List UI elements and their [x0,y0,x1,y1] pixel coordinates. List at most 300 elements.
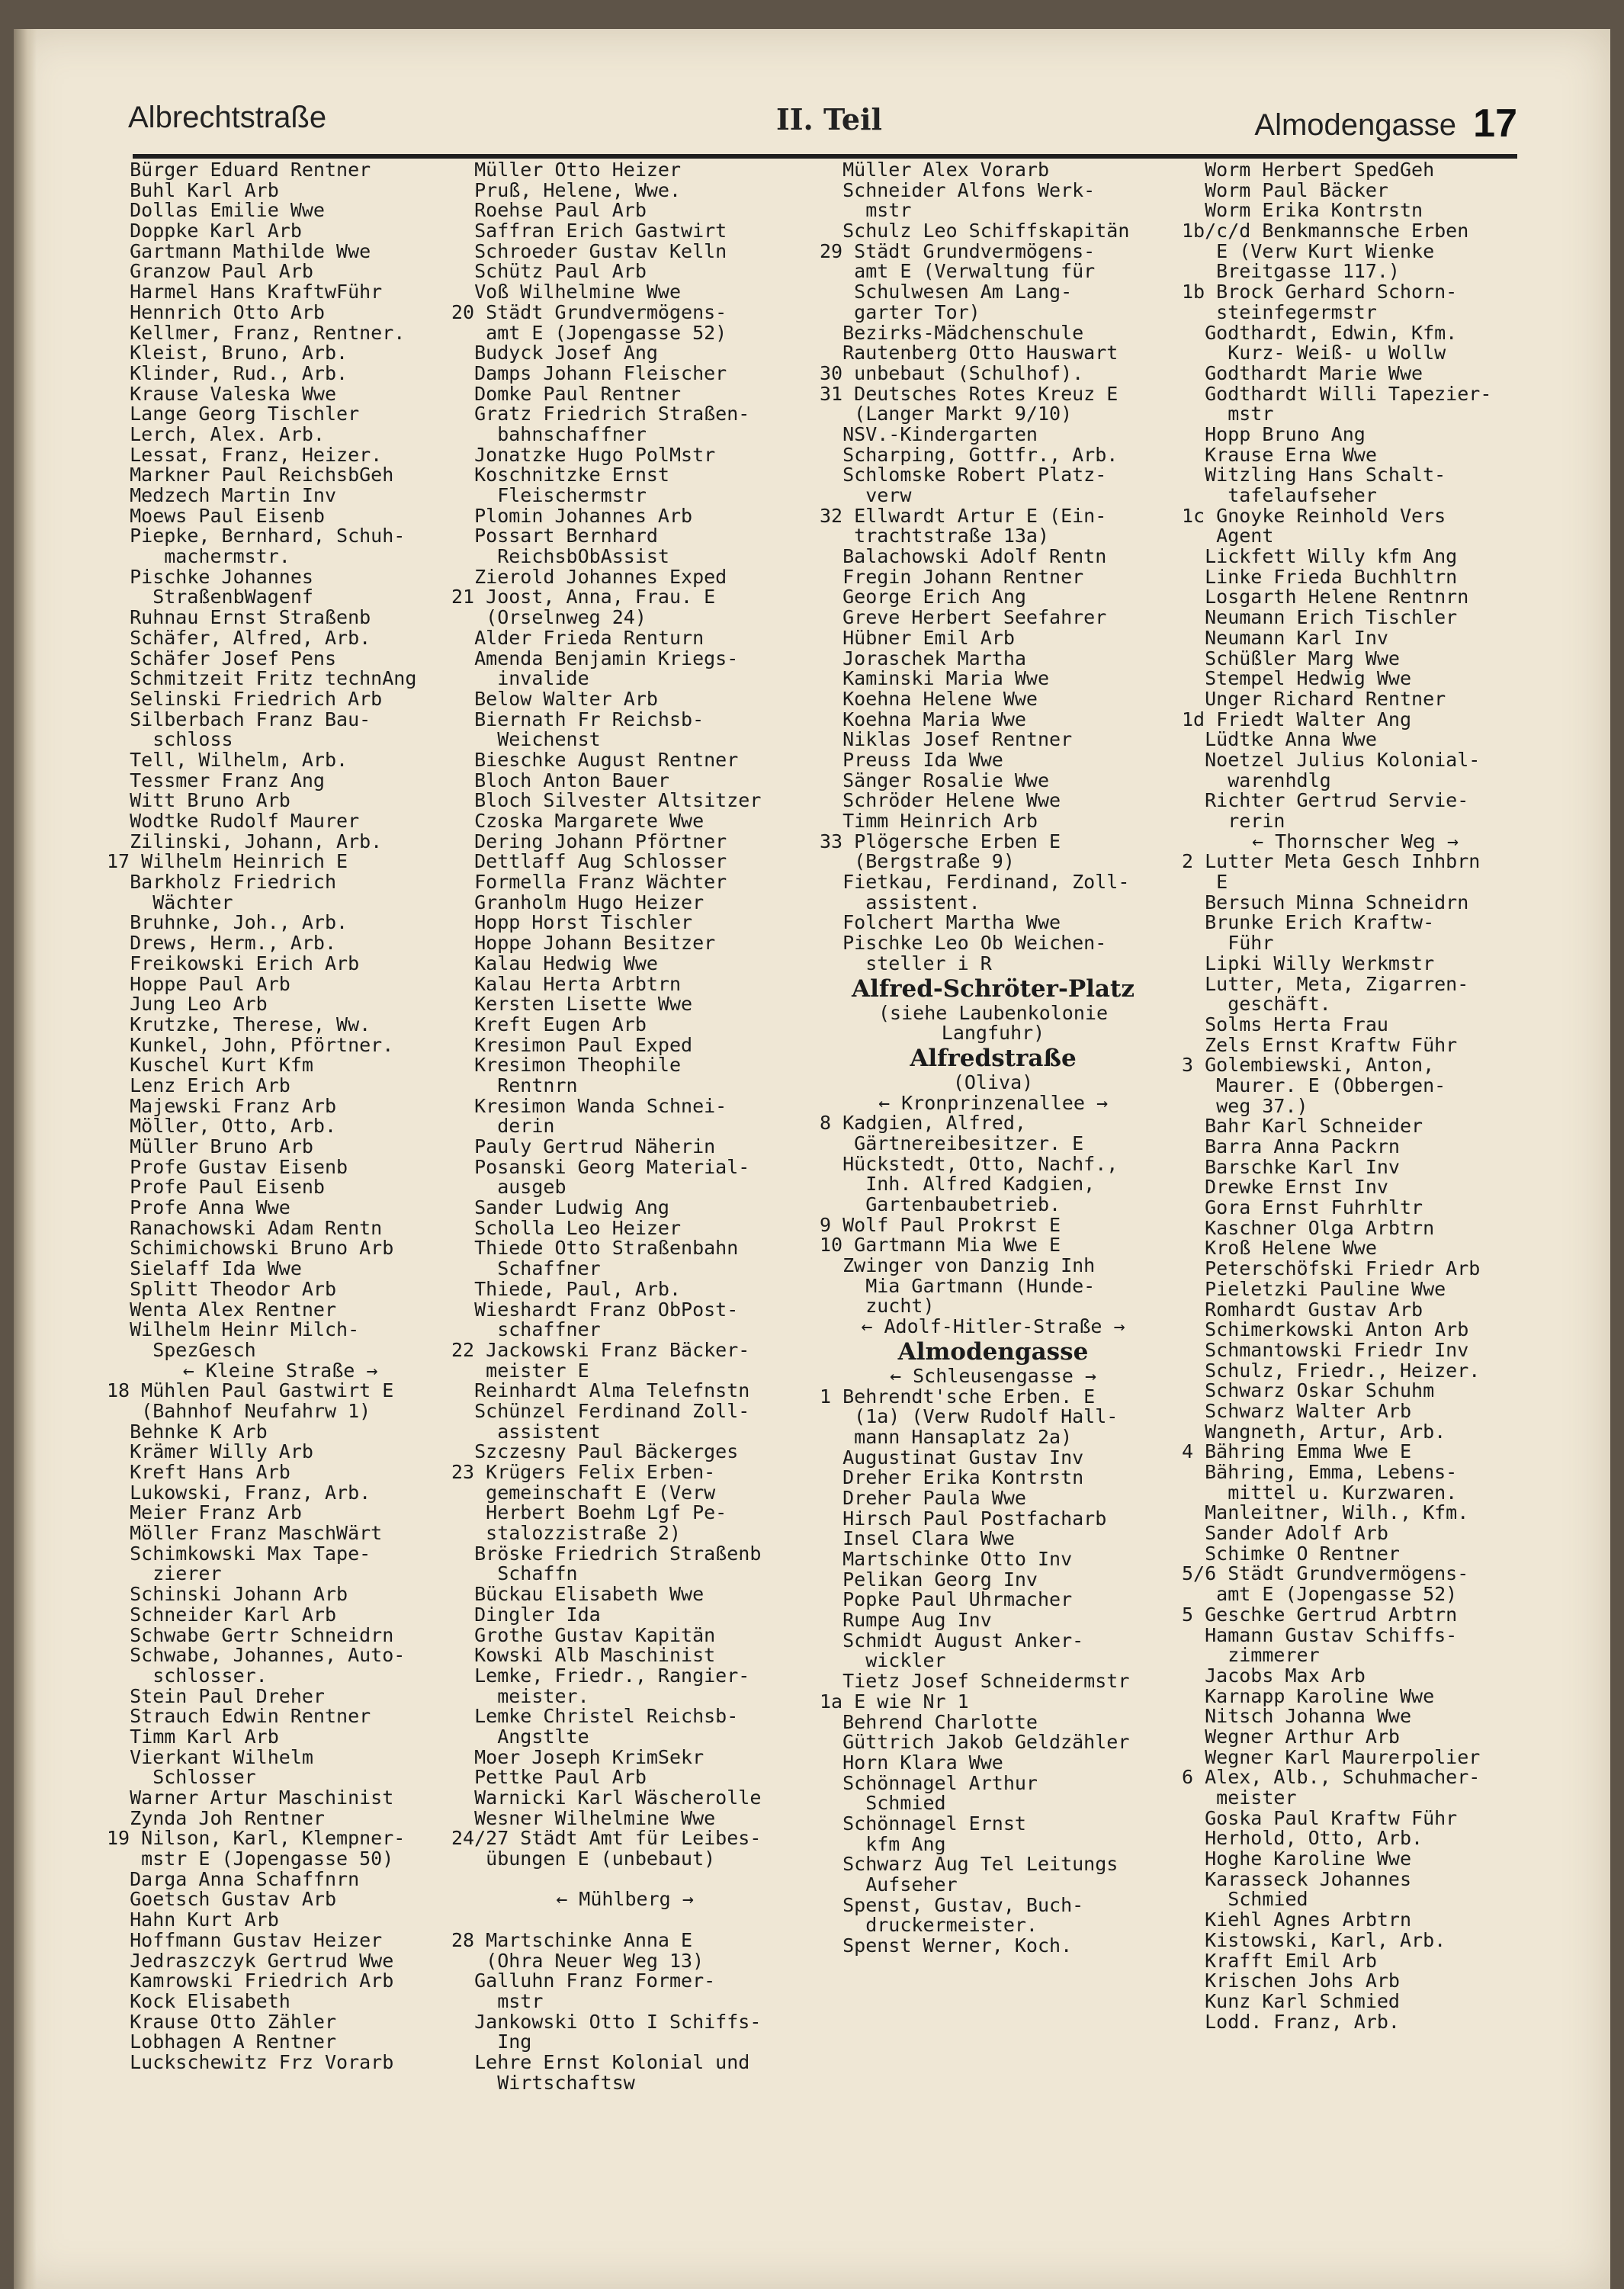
cross-street-line: ← Mühlberg → [556,1889,694,1911]
directory-entry: mittel u. Kurzwaren. [1182,1482,1458,1504]
directory-entry: 30 unbebaut (Schulhof). [820,363,1084,384]
directory-entry: Sänger Rosalie Wwe [820,770,1050,791]
directory-entry: Brunke Erich Kraftw- [1182,913,1435,934]
directory-entry: Kaminski Maria Wwe [820,669,1050,689]
directory-entry: Wirtschaftsw [451,2072,635,2094]
directory-entry: Wodtke Rudolf Maurer [107,811,360,832]
directory-entry: Reinhardt Alma Telefnstn [451,1381,750,1401]
directory-entry: Damps Johann Fleischer [451,363,727,384]
directory-entry: Krause Valeska Wwe [107,384,337,405]
directory-entry: Domke Paul Rentner [451,384,682,405]
directory-entry: Krause Erna Wwe [1182,445,1377,466]
directory-entry: Barra Anna Packrn [1182,1137,1400,1157]
directory-entry: kfm Ang [820,1834,946,1855]
directory-entry: assistent. [820,892,980,913]
directory-entry: Wilhelm Heinr Milch- [107,1320,360,1340]
street-heading: Alfred-Schröter-Platz [852,974,1135,1003]
directory-entry: Lüdtke Anna Wwe [1182,730,1377,750]
directory-entry: Darga Anna Schaffnrn [107,1869,360,1890]
directory-entry: Selinski Friedrich Arb [107,689,383,710]
directory-entry: Müller Otto Heizer [451,160,682,181]
directory-entry: Lodd. Franz, Arb. [1182,2011,1400,2033]
directory-entry: Losgarth Helene Rentnrn [1182,587,1469,608]
directory-entry: tafelaufseher [1182,486,1377,506]
directory-entry: Horn Klara Wwe [820,1752,1003,1774]
directory-entry: Kowski Alb Maschinist [451,1645,716,1666]
cross-street-line: ← Adolf-Hitler-Straße → [861,1317,1125,1337]
directory-entry: mstr [451,1991,544,2012]
directory-entry: Gärtnereibesitzer. E [820,1133,1084,1154]
directory-entry: Kaschner Olga Arbtrn [1182,1218,1435,1239]
directory-entry: 2 Lutter Meta Gesch Inhbrn [1182,852,1481,873]
directory-entry: Kunz Karl Schmied [1182,1991,1400,2012]
directory-entry: Budyck Josef Ang [451,343,658,364]
directory-entry: Neumann Karl Inv [1182,628,1388,649]
directory-entry: 32 Ellwardt Artur E (Ein- [820,506,1107,527]
directory-entry: weg 37.) [1182,1096,1308,1117]
directory-entry: 17 Wilhelm Heinrich E [107,852,348,873]
directory-entry: Schüßler Marg Wwe [1182,648,1400,669]
directory-entry: 9 Wolf Paul Prokrst E [820,1215,1061,1236]
directory-entry: Kellmer, Franz, Rentner. [107,323,406,344]
directory-entry: Freikowski Erich Arb [107,953,360,974]
directory-entry: Herbert Boehm Lgf Pe- [451,1503,727,1524]
directory-entry: Neumann Erich Tischler [1182,608,1458,628]
directory-entry: (Bergstraße 9) [820,852,1015,873]
directory-entry: Worm Erika Kontrstn [1182,201,1423,222]
directory-entry: Schulwesen Am Lang- [820,282,1073,303]
directory-entry: mann Hansaplatz 2a) [820,1427,1073,1448]
directory-entry: Kuschel Kurt Kfm [107,1055,313,1076]
directory-entry: Lutter, Meta, Zigarren- [1182,974,1469,995]
column-4 [1182,160,1529,2219]
directory-entry: Schroeder Gustav Kelln [451,241,727,262]
page-number: 17 [1473,101,1517,146]
directory-entry: Lobhagen A Rentner [107,2032,337,2053]
directory-entry: Hirsch Paul Postfacharb [820,1508,1107,1530]
directory-entry: Schimichowski Bruno Arb [107,1238,394,1260]
directory-entry: StraßenbWagenf [107,587,313,608]
directory-entry: rerin [1182,811,1285,832]
directory-entry: 1b Brock Gerhard Schorn- [1182,282,1458,303]
directory-entry: Fietkau, Ferdinand, Zoll- [820,872,1130,893]
directory-entry: Scholla Leo Heizer [451,1218,682,1239]
directory-entry: invalide [451,669,589,689]
directory-entry: (1a) (Verw Rudolf Hall- [820,1407,1119,1427]
directory-entry: Gartmann Mathilde Wwe [107,241,371,262]
directory-entry: Schneider Karl Arb [107,1604,337,1626]
directory-entry: garter Tor) [820,302,980,323]
directory-entry: Wieshardt Franz ObPost- [451,1299,739,1321]
directory-entry: Hoghe Karoline Wwe [1182,1849,1412,1870]
directory-entry: Unger Richard Rentner [1182,689,1446,710]
directory-entry: Dingler Ida [451,1604,601,1626]
directory-entry: Worm Paul Bäcker [1182,180,1388,201]
directory-entry: Augustinat Gustav Inv [820,1447,1084,1469]
directory-entry: Dreher Paula Wwe [820,1488,1026,1509]
directory-entry: Rumpe Aug Inv [820,1610,992,1631]
header-part-title: II. Teil [776,102,882,136]
directory-entry: Niklas Josef Rentner [820,730,1073,750]
directory-entry: Schwabe, Johannes, Auto- [107,1645,406,1666]
directory-entry: Koehna Maria Wwe [820,709,1026,730]
directory-entry: Joraschek Martha [820,648,1026,669]
directory-entry: Lukowski, Franz, Arb. [107,1482,371,1504]
directory-entry: Kresimon Theophile [451,1055,682,1076]
directory-entry: Stempel Hedwig Wwe [1182,669,1412,689]
directory-entry: Schönnagel Arthur [820,1773,1038,1794]
directory-entry: Warnicki Karl Wäscherolle [451,1788,762,1809]
directory-entry: Krischen Johs Arb [1182,1971,1400,1992]
directory-entry: Lemke, Friedr., Rangier- [451,1665,750,1687]
directory-entry: Kalau Hedwig Wwe [451,953,658,974]
directory-entry: Folchert Martha Wwe [820,913,1061,934]
directory-entry: Kistowski, Karl, Arb. [1182,1930,1446,1951]
directory-entry: Kock Elisabeth [107,1991,290,2012]
directory-entry: machermstr. [107,547,290,567]
directory-entry: Schmidt August Anker- [820,1630,1084,1652]
column-3 [820,160,1167,2219]
directory-entry: Bloch Silvester Altsitzer [451,791,762,811]
directory-entry: 19 Nilson, Karl, Klempner- [107,1828,406,1850]
directory-entry: Gora Ernst Fuhrhltr [1182,1198,1423,1218]
directory-entry: 5/6 Städt Grundvermögens- [1182,1564,1469,1585]
directory-entry: zucht) [820,1296,935,1318]
directory-entry: Grothe Gustav Kapitän [451,1625,716,1646]
header-right-street: Almodengasse [1254,108,1456,142]
directory-entry: Lickfett Willy kfm Ang [1182,547,1458,567]
directory-entry: 31 Deutsches Rotes Kreuz E [820,384,1119,405]
directory-entry: Warner Artur Maschinist [107,1788,394,1809]
directory-entry: Krämer Willy Arb [107,1442,313,1462]
directory-entry: Witzling Hans Schalt- [1182,465,1446,486]
cross-street-line: ← Kronprinzenallee → [878,1093,1109,1114]
directory-entry [451,1870,798,1890]
directory-entry: Alder Frieda Renturn [451,628,704,649]
directory-entry: Rentnrn [451,1075,578,1096]
directory-entry: Hahn Kurt Arb [107,1910,279,1931]
directory-entry: Zierold Johannes Exped [451,567,727,588]
directory-entry: Schinski Johann Arb [107,1584,348,1605]
directory-entry: schloss [107,730,233,750]
directory-entry: Drews, Herm., Arb. [107,933,337,954]
directory-entry: Krause Otto Zähler [107,2011,337,2033]
directory-entry: Granzow Paul Arb [107,262,313,283]
directory-entry: meister. [451,1686,589,1707]
directory-entry: Kresimon Wanda Schnei- [451,1096,727,1117]
directory-entry: meister [1182,1788,1297,1809]
directory-entry: Inh. Alfred Kadgien, [820,1174,1096,1195]
directory-entry: Kamrowski Friedrich Arb [107,1971,394,1992]
directory-entry: Wesner Wilhelmine Wwe [451,1808,716,1829]
directory-entry: Herhold, Otto, Arb. [1182,1828,1423,1850]
directory-entry: Sander Adolf Arb [1182,1523,1388,1544]
directory-entry: Amenda Benjamin Kriegs- [451,648,739,669]
directory-entry: Schaffner [451,1259,601,1279]
directory-entry: 10 Gartmann Mia Wwe E [820,1235,1061,1257]
directory-entry: Hoppe Johann Besitzer [451,933,716,954]
column-1 [107,160,454,2219]
directory-entry: Kalau Herta Arbtrn [451,974,682,995]
directory-entry: Czoska Margarete Wwe [451,811,704,832]
cross-street-line: ← Schleusengasse → [890,1366,1096,1387]
cross-street-line: ← Thornscher Weg → [1252,831,1459,852]
directory-entry: Wenta Alex Rentner [107,1299,337,1321]
directory-entry: Vierkant Wilhelm [107,1747,313,1768]
directory-entry: Tessmer Franz Ang [107,770,325,791]
directory-entry: Dering Johann Pförtner [451,831,727,852]
directory-entry: Bürger Eduard Rentner [107,160,371,181]
directory-entry: Schmantowski Friedr Inv [1182,1340,1469,1361]
directory-entry: E (Verw Kurt Wienke [1182,241,1435,262]
directory-entry: mstr E (Jopengasse 50) [107,1849,394,1870]
directory-entry: Profe Gustav Eisenb [107,1157,348,1178]
directory-entry: Aufseher [820,1875,958,1896]
directory-entry: amt E (Verwaltung für [820,262,1096,283]
header-rule [133,154,1517,159]
directory-entry: Markner Paul ReichsbGeh [107,465,394,486]
directory-entry: Peterschöfski Friedr Arb [1182,1259,1481,1279]
directory-entry: E [1182,872,1228,893]
directory-entry: Doppke Karl Arb [107,221,302,242]
directory-entry: Jacobs Max Arb [1182,1665,1366,1687]
directory-entry: Zynda Joh Rentner [107,1808,325,1829]
directory-entry: Schimkowski Max Tape- [107,1543,371,1565]
cross-street-line: (siehe Laubenkolonie [878,1003,1109,1024]
directory-entry: Insel Clara Wwe [820,1529,1015,1549]
directory-entry: Schlosser [107,1767,256,1788]
directory-entry: Bähring, Emma, Lebens- [1182,1462,1458,1483]
directory-entry: Dettlaff Aug Schlosser [451,852,727,873]
directory-entry: Hopp Bruno Ang [1182,424,1366,445]
directory-entry: Hoffmann Gustav Heizer [107,1930,383,1951]
directory-entry: Schröder Helene Wwe [820,791,1061,811]
directory-entry: Drewke Ernst Inv [1182,1177,1388,1199]
directory-entry: Biernath Fr Reichsb- [451,709,704,730]
directory-entry: Wegner Arthur Arb [1182,1726,1400,1748]
directory-entry: Buhl Karl Arb [107,180,279,201]
directory-entry: Schaffn [451,1564,578,1585]
directory-entry: Worm Herbert SpedGeh [1182,160,1435,181]
directory-entry: schlosser. [107,1665,268,1687]
directory-entry: Pelikan Georg Inv [820,1569,1038,1591]
directory-entry: ausgeb [451,1177,566,1199]
directory-entry: Angstlte [451,1726,589,1748]
directory-entry: Martschinke Otto Inv [820,1549,1073,1570]
directory-entry: Piepke, Bernhard, Schuh- [107,526,406,547]
directory-entry: Müller Alex Vorarb [820,160,1050,181]
directory-entry: übungen E (unbebaut) [451,1849,716,1870]
directory-entry: (Langer Markt 9/10) [820,404,1073,425]
directory-entry: Tietz Josef Schneidermstr [820,1671,1130,1692]
directory-entry: Possart Bernhard [451,526,658,547]
directory-entry: Wegner Karl Maurerpolier [1182,1747,1481,1768]
directory-entry: Romhardt Gustav Arb [1182,1299,1423,1321]
directory-entry: Wächter [107,892,233,913]
directory-entry: Schmied [820,1793,946,1814]
directory-entry: 18 Mühlen Paul Gastwirt E [107,1381,394,1401]
directory-entry: Weichenst [451,730,601,750]
directory-entry: Hennrich Otto Arb [107,302,325,323]
directory-entry: Pieletzki Pauline Wwe [1182,1279,1446,1300]
directory-entry: Jedraszczyk Gertrud Wwe [107,1950,394,1972]
directory-entry: Bröske Friedrich Straßenb [451,1543,762,1565]
directory-entry: Müller Bruno Arb [107,1137,313,1157]
directory-entry: 22 Jackowski Franz Bäcker- [451,1340,750,1361]
directory-entry: Godthardt Willi Tapezier- [1182,384,1492,405]
directory-entry: Gartenbaubetrieb. [820,1195,1061,1215]
column-2 [451,160,798,2219]
directory-entry: verw [820,486,912,506]
directory-entry: Hopp Horst Tischler [451,913,693,934]
directory-entry: Spenst, Gustav, Buch- [820,1895,1084,1916]
directory-entry: Popke Paul Uhrmacher [820,1590,1073,1611]
directory-entry: (Orselnweg 24) [451,608,647,628]
directory-entry: amt E (Jopengasse 52) [451,323,727,344]
directory-entry: Voß Wilhelmine Wwe [451,282,682,303]
directory-entry: Goska Paul Kraftw Führ [1182,1808,1458,1829]
directory-entry: Güttrich Jakob Geldzähler [820,1732,1130,1753]
directory-entry: Fleischermstr [451,486,647,506]
directory-entry: 29 Städt Grundvermögens- [820,241,1096,262]
directory-entry: Breitgasse 117.) [1182,262,1400,283]
directory-entry: Schäfer Josef Pens [107,648,337,669]
directory-entry: Zwinger von Danzig Inh [820,1256,1096,1276]
directory-entry: mstr [820,201,912,222]
directory-entry: Harmel Hans KraftwFühr [107,282,383,303]
directory-entry [451,1910,798,1931]
directory-entry: Bruhnke, Joh., Arb. [107,913,348,934]
directory-entry: Pischke Leo Ob Weichen- [820,933,1107,954]
directory-entry: Posanski Georg Material- [451,1157,750,1178]
directory-entry: Schmitzeit Fritz technAng [107,669,417,689]
directory-entry: Silberbach Franz Bau- [107,709,371,730]
directory-entry: Lerch, Alex. Arb. [107,424,325,445]
directory-entry: 1 Behrendt'sche Erben. E [820,1386,1096,1408]
directory-entry: Ing [451,2032,532,2053]
directory-entry: Kurz- Weiß- u Wollw [1182,343,1446,364]
directory-entry: Wangneth, Artur, Arb. [1182,1421,1446,1443]
directory-entry: Moews Paul Eisenb [107,506,325,527]
directory-entry: meister E [451,1360,589,1382]
directory-entry: Barschke Karl Inv [1182,1157,1400,1178]
directory-entry: Jonatzke Hugo PolMstr [451,445,716,466]
directory-entry: Strauch Edwin Rentner [107,1706,371,1727]
page-header [128,101,1517,146]
directory-entry: Behrend Charlotte [820,1712,1038,1733]
directory-entry: Profe Paul Eisenb [107,1177,325,1199]
directory-entry: Koschnitzke Ernst [451,465,669,486]
directory-entry: schaffner [451,1320,601,1340]
directory-entry: Bahr Karl Schneider [1182,1116,1423,1137]
directory-entry: 8 Kadgien, Alfred, [820,1113,1026,1134]
directory-entry: NSV.-Kindergarten [820,424,1038,445]
directory-entry: Witt Bruno Arb [107,791,290,811]
directory-entry: 24/27 Städt Amt für Leibes- [451,1828,762,1850]
directory-entry: Krafft Emil Arb [1182,1950,1377,1972]
directory-entry: 1b/c/d Benkmannsche Erben [1182,221,1469,242]
directory-entry: Schwarz Walter Arb [1182,1401,1412,1422]
directory-entry: Barkholz Friedrich [107,872,337,893]
directory-entry: Koehna Helene Wwe [820,689,1038,710]
directory-entry: Karnapp Karoline Wwe [1182,1686,1435,1707]
directory-entry: Behnke K Arb [107,1421,268,1443]
directory-entry: Schwarz Oskar Schuhm [1182,1381,1435,1401]
cross-street-line: Langfuhr) [941,1023,1045,1044]
directory-entry: bahnschaffner [451,424,647,445]
directory-entry: Mia Gartmann (Hunde- [820,1276,1096,1297]
directory-entry: wickler [820,1651,946,1672]
directory-entry: Moer Joseph KrimSekr [451,1747,704,1768]
directory-entry: 3 Golembiewski, Anton, [1182,1055,1435,1076]
directory-entry: Schäfer, Alfred, Arb. [107,628,371,649]
directory-entry: steinfegermstr [1182,302,1377,323]
directory-entry: 5 Geschke Gertrud Arbtrn [1182,1604,1458,1626]
directory-entry: amt E (Jopengasse 52) [1182,1584,1458,1605]
directory-entry: Kersten Lisette Wwe [451,994,693,1015]
directory-entry: Pauly Gertrud Näherin [451,1137,716,1157]
directory-entry: 21 Joost, Anna, Frau. E [451,587,716,608]
directory-entry: Granholm Hugo Heizer [451,892,704,913]
directory-entry: George Erich Ang [820,587,1026,608]
directory-entry: Lehre Ernst Kolonial und [451,2052,750,2073]
directory-entry: Thiede Otto Straßenbahn [451,1238,739,1260]
directory-entry: Meier Franz Arb [107,1503,302,1524]
directory-entry: Zilinski, Johann, Arb. [107,831,383,852]
directory-entry: Pischke Johannes [107,567,313,588]
directory-entry: gemeinschaft E (Verw [451,1482,716,1504]
directory-entry: Agent [1182,526,1274,547]
directory-entry: Szczesny Paul Bäckerges [451,1442,739,1462]
directory-entry: Rautenberg Otto Hauswart [820,343,1119,364]
directory-entry: Pruß, Helene, Wwe. [451,180,682,201]
directory-entry: (Bahnhof Neufahrw 1) [107,1401,371,1422]
directory-entry: Bückau Elisabeth Wwe [451,1584,704,1605]
directory-entry: Thiede, Paul, Arb. [451,1279,682,1300]
directory-entry: geschäft. [1182,994,1331,1015]
directory-entry: derin [451,1116,555,1137]
directory-entry: 1d Friedt Walter Ang [1182,709,1412,730]
directory-entry: Luckschewitz Frz Vorarb [107,2052,394,2073]
directory-entry: Balachowski Adolf Rentn [820,547,1107,567]
directory-entry: Hückstedt, Otto, Nachf., [820,1154,1119,1175]
directory-entry: 6 Alex, Alb., Schuhmacher- [1182,1767,1481,1788]
directory-entry: Schwarz Aug Tel Leitungs [820,1854,1119,1875]
directory-entry: Saffran Erich Gastwirt [451,221,727,242]
directory-entry: Schönnagel Ernst [820,1813,1026,1835]
directory-entry: Zels Ernst Kraftw Führ [1182,1035,1458,1056]
directory-entry: Maurer. E (Obbergen- [1182,1075,1446,1096]
directory-entry: (Ohra Neuer Weg 13) [451,1950,704,1972]
directory-entry: Sielaff Ida Wwe [107,1259,302,1279]
directory-entry: Schneider Alfons Werk- [820,180,1096,201]
directory-entry: Lemke Christel Reichsb- [451,1706,739,1727]
directory-entry: Krutzke, Therese, Ww. [107,1014,371,1035]
directory-entry: Stein Paul Dreher [107,1686,325,1707]
directory-entry: Kroß Helene Wwe [1182,1238,1377,1260]
directory-entry: trachtstraße 13a) [820,526,1050,547]
directory-entry: Pettke Paul Arb [451,1767,647,1788]
directory-entry: Gratz Friedrich Straßen- [451,404,750,425]
directory-entry: Sander Ludwig Ang [451,1198,669,1218]
directory-entry: Medzech Martin Inv [107,486,337,506]
directory-entry: Schmied [1182,1889,1308,1911]
directory-entry: Splitt Theodor Arb [107,1279,337,1300]
book-binding-shadow [14,29,37,2289]
directory-entry: Lipki Willy Werkmstr [1182,953,1435,974]
directory-entry: Timm Heinrich Arb [820,811,1038,832]
directory-entry: 28 Martschinke Anna E [451,1930,693,1951]
